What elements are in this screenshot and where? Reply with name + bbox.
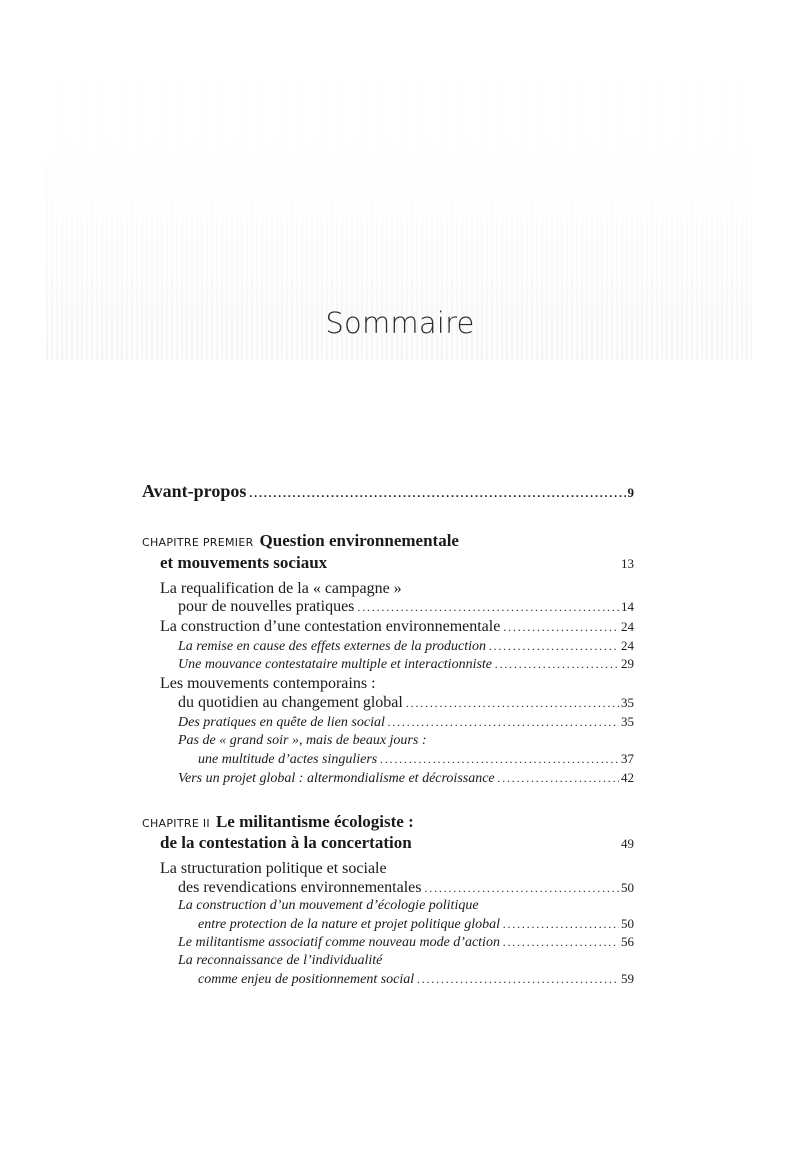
chapter-2-heading[interactable] [142,812,634,832]
dot-leader [498,771,619,786]
page-number: 14 [621,599,634,614]
dot-leader [495,657,619,672]
page-number: 42 [621,770,634,785]
page-number: 56 [621,934,634,949]
dot-leader [503,917,619,932]
chapter-title: de la contestation à la concertation [160,833,412,852]
dot-leader [380,752,619,767]
toc-subsection[interactable]: Vers un projet global : altermondialisme et décroissance . . . 42 [142,770,634,787]
dot-leader [489,639,619,654]
chapter-prefix: CHAPITRE II [142,817,210,830]
page-number: 24 [621,619,634,634]
dot-leader [406,696,619,711]
page-number: 9 [627,485,634,500]
page-title: Sommaire [325,306,475,340]
page-number: 29 [621,656,634,671]
toc-section[interactable]: La construction d’une contestation environnementale . . . 24 [142,618,634,636]
chapter-title: Question environnementale [259,531,459,550]
dot-leader [424,881,619,896]
toc-subsection[interactable]: Pas de « grand soir », mais de beaux jours : [178,733,427,748]
toc-subsection[interactable]: comme enjeu de positionnement social . . . 59 [142,971,634,988]
chapter-title: Le militantisme écologiste : [215,812,414,831]
dot-leader [503,935,619,950]
page-number: 24 [621,638,634,653]
dot-leader [503,620,619,635]
page-number: 35 [621,714,634,729]
entry-label: Avant-propos [142,481,247,501]
toc-subsection[interactable]: entre protection de la nature et projet politique global . . . 50 [142,916,634,933]
toc-section[interactable]: La structuration politique et sociale [160,860,387,877]
dot-leader [249,486,625,501]
toc-section[interactable]: des revendications environnementales . . . 50 [142,879,634,897]
chapter-2-heading-line2[interactable] [142,833,634,853]
page-number: 49 [621,836,634,851]
toc-subsection[interactable]: Le militantisme associatif comme nouveau mode d’action . . . 56 [142,934,634,951]
toc-section[interactable]: Les mouvements contemporains : [160,675,376,692]
page-number: 50 [621,880,634,895]
page-number: 50 [621,916,634,931]
page-number: 37 [621,751,634,766]
dot-leader [357,600,619,615]
toc-subsection[interactable]: La construction d’un mouvement d’écologie politique [178,898,479,913]
chapter-title: et mouvements sociaux [160,553,328,572]
page-number: 59 [621,971,634,986]
toc-subsection[interactable]: La remise en cause des effets externes de la production . . . 24 [142,638,634,655]
toc-section[interactable]: La requalification de la « campagne » [160,580,402,597]
page-number: 13 [621,556,634,571]
chapter-prefix: CHAPITRE PREMIER [142,536,254,549]
toc-subsection[interactable]: une multitude d’actes singuliers . . . 37 [142,751,634,768]
toc-subsection[interactable]: Une mouvance contestataire multiple et interactionniste . . . 29 [142,656,634,673]
chapter-1-heading-line2[interactable] [142,553,634,573]
toc-subsection[interactable]: Des pratiques en quête de lien social . . . 35 [142,714,634,731]
dot-leader [417,972,619,987]
toc-subsection[interactable]: La reconnaissance de l’individualité [178,953,383,968]
dot-leader [388,715,619,730]
toc-section[interactable]: du quotidien au changement global . . . 35 [142,694,634,712]
page-number: 35 [621,695,634,710]
toc-entry-avant-propos[interactable] [142,481,634,502]
toc-section[interactable]: pour de nouvelles pratiques . . . 14 [142,598,634,616]
chapter-1-heading[interactable] [142,531,634,551]
